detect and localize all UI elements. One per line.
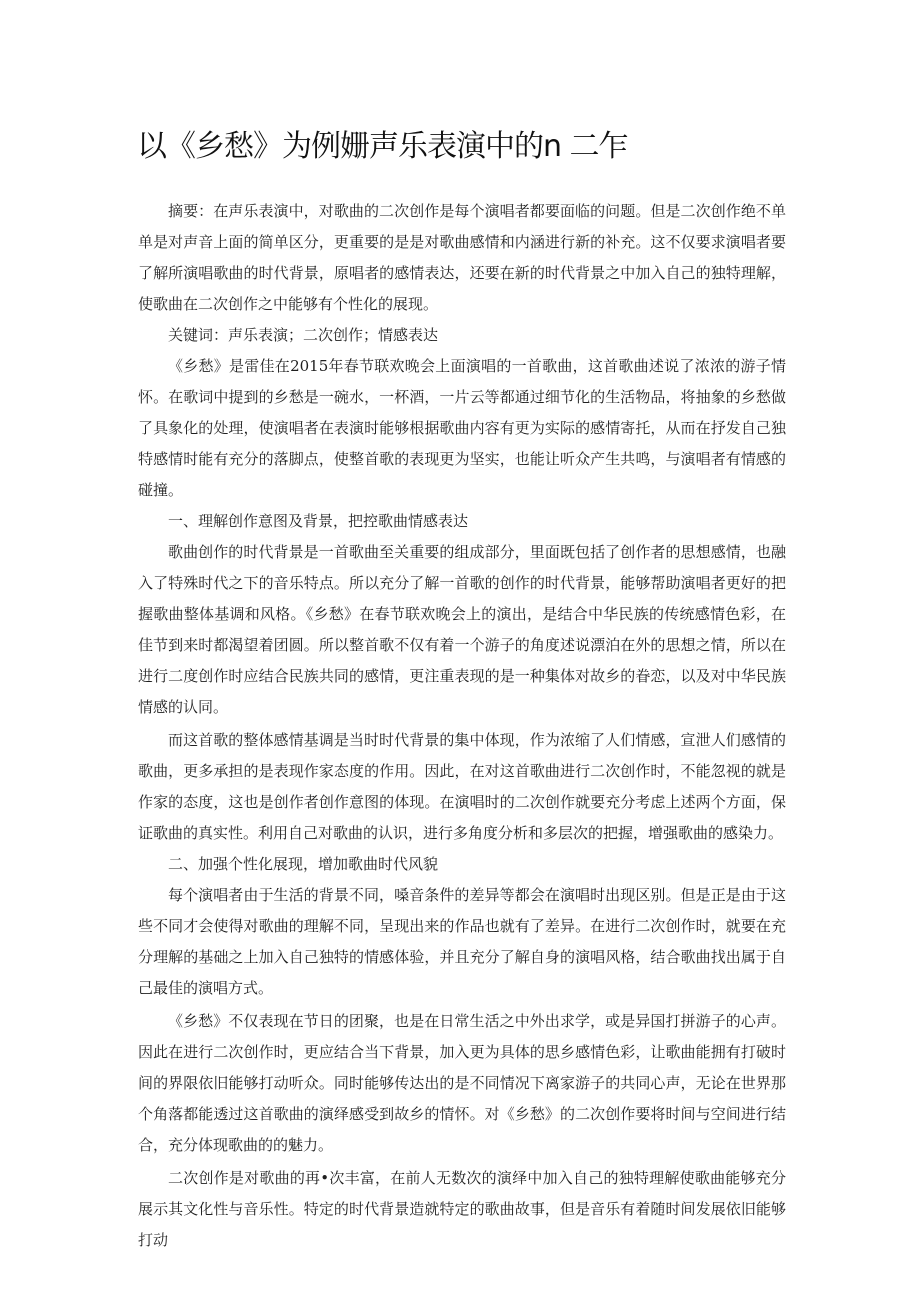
section2-paragraph-2: 《乡愁》不仅表现在节日的团聚，也是在日常生活之中外出求学，或是异国打拼游子的心声。因此在进行二次创作时，更应结合当下背景，加入更为具体的思乡感情色彩，让歌曲能拥有打破时间的界限依旧能够打动听众。同时能够传达出的是不同情况下离家游子的共同心声，无论在世界那个角落都能透过这首歌曲的演绎感受到故乡的情怀。对《乡愁》的二次创作要将时间与空间进行结合，充分体现歌曲的的魅力。 bbox=[138, 1012, 786, 1154]
section1-paragraph-1: 歌曲创作的时代背景是一首歌曲至关重要的组成部分，里面既包括了创作者的思想感情，也融入了特殊时代之下的音乐特点。所以充分了解一首歌的创作的时代背景，能够帮助演唱者更好的把握歌曲整体基调和风格。《乡愁》在春节联欢晚会上的演出，是结合中华民族的传统感情色彩，在佳节到来时都渴望着团圆。所以整首歌不仅有着一个游子的角度述说漂泊在外的思想之情，所以在进行二度创作时应结合民族共同的感情，更注重表现的是一种集体对故乡的眷恋，以及对中华民族情感的认同。 bbox=[138, 543, 786, 716]
section1-paragraph-2: 而这首歌的整体感情基调是当时时代背景的集中体现，作为浓缩了人们情感，宣泄人们感情的歌曲，更多承担的是表现作家态度的作用。因此，在对这首歌曲进行二次创作时，不能忽视的就是作家的态度，这也是创作者创作意图的体现。在演唱时的二次创作就要充分考虑上述两个方面，保证歌曲的真实性。利用自己对歌曲的认识，进行多角度分析和多层次的把握，增强歌曲的感染力。 bbox=[138, 731, 786, 842]
keywords-line: 关键词：声乐表演；二次创作；情感表达 bbox=[168, 326, 439, 344]
section2-paragraph-3: 二次创作是对歌曲的再•次丰富，在前人无数次的演绎中加入自己的独特理解使歌曲能够充分展示其文化性与音乐性。特定的时代背景造就特定的歌曲故事，但是音乐有着随时间发展依旧能够打动 bbox=[138, 1169, 786, 1249]
section-heading-2: 二、加强个性化展现，增加歌曲时代风貌 bbox=[168, 855, 439, 873]
section2-paragraph-1: 每个演唱者由于生活的背景不同，嗓音条件的差异等都会在演唱时出现区别。但是正是由于这些不同才会使得对歌曲的理解不同，呈现出来的作品也就有了差异。在进行二次创作时，就要在充分理解的基础之上加入自己独特的情感体验，并且充分了解自身的演唱风格，结合歌曲找出属于自己最佳的演唱方式。 bbox=[138, 886, 786, 997]
document-body bbox=[138, 196, 786, 1256]
abstract-paragraph: 摘要：在声乐表演中，对歌曲的二次创作是每个演唱者都要面临的问题。但是二次创作绝不单单是对声音上面的简单区分，更重要的是是对歌曲感情和内涵进行新的补充。这不仅要求演唱者要了解所演唱歌曲的时代背景，原唱者的感情表达，还要在新的时代背景之中加入自己的独特理解，使歌曲在二次创作之中能够有个性化的展现。 bbox=[138, 202, 786, 313]
section-heading-1: 一、理解创作意图及背景，把控歌曲情感表达 bbox=[168, 512, 469, 530]
intro-paragraph: 《乡愁》是雷佳在2015年春节联欢晚会上面演唱的一首歌曲，这首歌曲述说了浓浓的游子情怀。在歌词中提到的乡愁是一碗水，一杯酒，一片云等都通过细节化的生活物品，将抽象的乡愁做了具象化的处理，使演唱者在表演时能够根据歌曲内容有更为实际的感情寄托，从而在抒发自己独特感情时能有充分的落脚点，使整首歌的表现更为坚实，也能让听众产生共鸣，与演唱者有情感的碰撞。 bbox=[138, 357, 786, 499]
page-title: 以《乡愁》为例姗声乐表演中的n 二乍 bbox=[137, 129, 628, 164]
